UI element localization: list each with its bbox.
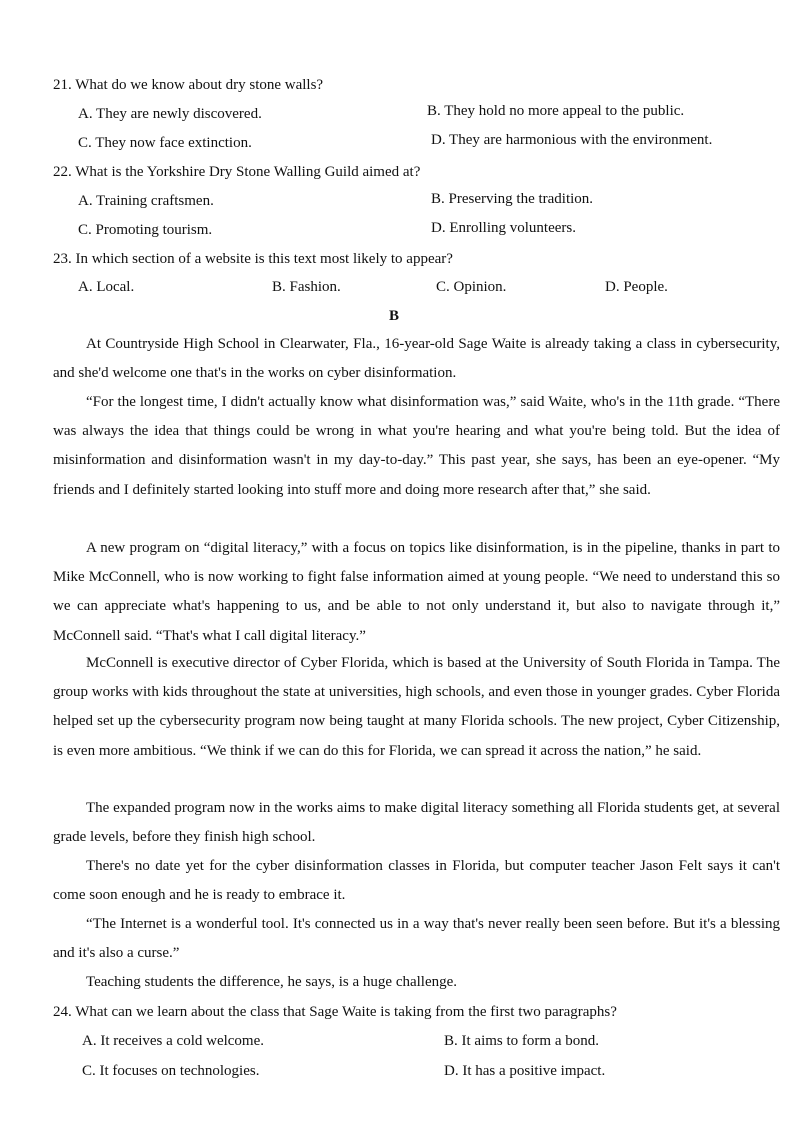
passage-paragraph-2: “For the longest time, I didn't actually know what disinformation was,” said Waite, who's in the 11th grade. “There was always the idea that things could be wrong in what you're hearing and what you're being told. But the idea of misinformation and disinformation wasn't in my day-to-day.” This past year, she says, has been an eye-opener. “My friends and I definitely started looking into stuff more and doing more research after that,” she said. [53, 394, 780, 498]
passage-paragraph-4: McConnell is executive director of Cyber Florida, which is based at the University of South Florida in Tampa. The group works with kids throughout the state at universities, high schools, and even those in younger grades. Cyber Florida helped set up the cybersecurity program now being taught at many Florida schools. The new project, Cyber Citizenship, is even more ambitious. “We think if we can do this for Florida, we can spread it across the nation,” he said. [53, 655, 780, 759]
option-22-d[interactable]: D. Enrolling volunteers. [431, 220, 576, 236]
option-24-b[interactable]: B. It aims to form a bond. [444, 1033, 599, 1049]
section-label: B [389, 308, 400, 324]
option-22-a[interactable]: A. Training craftsmen. [78, 193, 214, 209]
option-22-b[interactable]: B. Preserving the tradition. [431, 191, 594, 207]
option-24-a[interactable]: A. It receives a cold welcome. [82, 1033, 264, 1049]
question-text: In which section of a website is this text most likely to appear? [75, 251, 453, 267]
question-number: 21. [53, 77, 72, 93]
option-24-c[interactable]: C. It focuses on technologies. [82, 1063, 260, 1079]
question-22 [53, 162, 420, 182]
question-23 [53, 249, 453, 269]
passage-paragraph-5: The expanded program now in the works aims to make digital literacy something all Florida students get, at several grade levels, before they finish high school. [53, 800, 780, 846]
option-24-d[interactable]: D. It has a positive impact. [444, 1063, 606, 1079]
option-21-c[interactable]: C. They now face extinction. [78, 135, 252, 151]
question-number: 22. [53, 164, 72, 180]
option-21-b[interactable]: B. They hold no more appeal to the public. [427, 103, 685, 119]
option-21-a[interactable]: A. They are newly discovered. [78, 106, 262, 122]
question-24 [53, 1002, 617, 1022]
passage-paragraph-7: “The Internet is a wonderful tool. It's connected us in a way that's never really been seen before. But it's a blessing and it's also a curse.” [53, 916, 780, 962]
passage-paragraph-1: At Countryside High School in Clearwater, Fla., 16-year-old Sage Waite is already taking a class in cybersecurity, and she'd welcome one that's in the works on cyber disinformation. [53, 336, 780, 382]
passage-paragraph-8: Teaching students the difference, he says, is a huge challenge. [86, 974, 458, 990]
passage-paragraph-3: A new program on “digital literacy,” with a focus on topics like disinformation, is in the pipeline, thanks in part to Mike McConnell, who is now working to fight false information aimed at young people. “We need to understand this so we can appreciate what's happening to us, and be able to not only understand it, but also to navigate through it,” McConnell said. “That's what I call digital literacy.” [53, 540, 780, 644]
option-23-c[interactable]: C. Opinion. [436, 279, 507, 295]
option-23-a[interactable]: A. Local. [78, 279, 135, 295]
option-23-d[interactable]: D. People. [605, 279, 668, 295]
question-21 [53, 75, 323, 95]
question-number: 24. [53, 1004, 72, 1020]
option-22-c[interactable]: C. Promoting tourism. [78, 222, 213, 238]
passage-paragraph-6: There's no date yet for the cyber disinformation classes in Florida, but computer teacher Jason Felt says it can't come soon enough and he is ready to embrace it. [53, 858, 780, 904]
option-23-b[interactable]: B. Fashion. [272, 279, 341, 295]
question-text: What do we know about dry stone walls? [75, 77, 324, 93]
question-text: What is the Yorkshire Dry Stone Walling Guild aimed at? [75, 164, 421, 180]
question-number: 23. [53, 251, 72, 267]
question-text: What can we learn about the class that Sage Waite is taking from the first two paragraphs? [75, 1004, 617, 1020]
option-21-d[interactable]: D. They are harmonious with the environment. [431, 132, 713, 148]
